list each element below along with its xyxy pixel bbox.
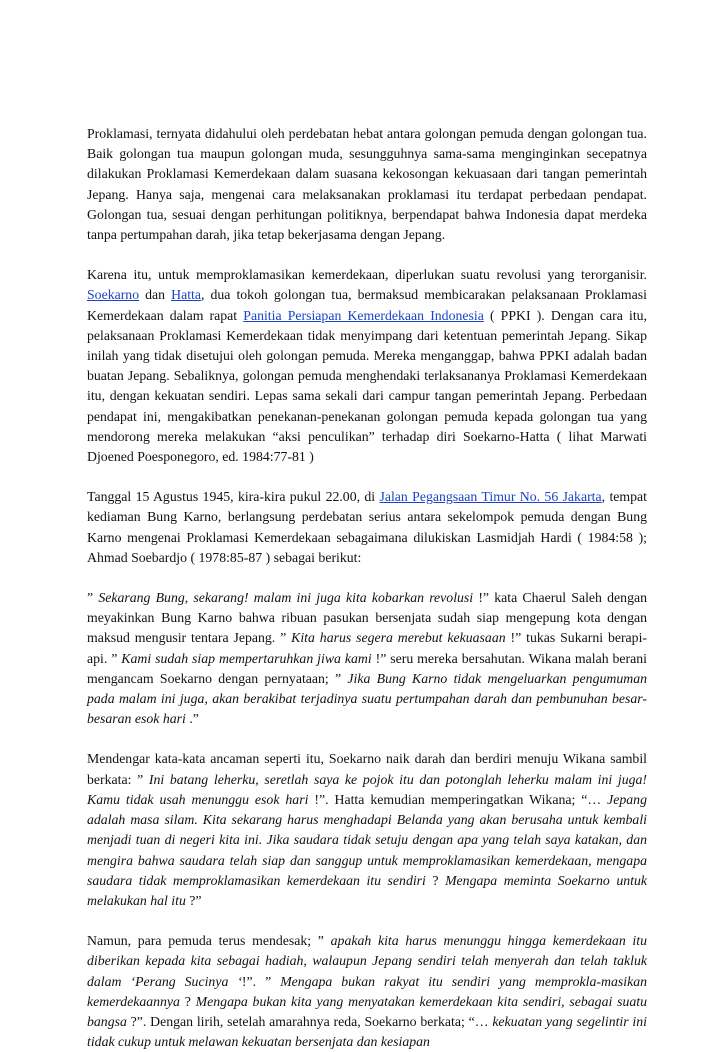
ppki-link[interactable]: Panitia Persiapan Kemerdekaan Indonesia [243, 307, 484, 323]
paragraph-4 [87, 588, 647, 729]
quote-text: Jika Bung Karno tidak mengeluarkan pengumuman pada malam ini juga, akan berakibat terjadinya suatu pertumpahan darah dan pembunuhan besar-besaran esok hari [87, 670, 647, 727]
paragraph-2 [87, 265, 647, 467]
quote-text: Ini batang leherku, seretlah saya ke pojok itu dan potonglah leherku malam ini juga! Kamu tidak usah menunggu esok hari [87, 771, 647, 807]
paragraph-text: !”. Hatta kemudian memperingatkan Wikana; “… [308, 791, 608, 807]
paragraph-text: !” seru mereka bersahutan. Wikana malah berani mengancam Soekarno dengan pernyataan; ” [87, 650, 647, 686]
paragraph-text: ? [179, 993, 196, 1009]
soekarno-link[interactable]: Soekarno [87, 287, 140, 303]
jalan-pegangsaan-link[interactable]: Jalan Pegangsaan Timur No. 56 Jakarta [379, 489, 602, 505]
paragraph-text: !” kata Chaerul Saleh dengan meyakinkan Bung Karno bahwa ribuan pasukan bersenjata sudah siap mengepung kota dengan maksud mengusir tentara Jepang. ” [87, 590, 647, 646]
paragraph-text: Namun, para pemuda terus mendesak; ” [87, 933, 331, 949]
quote-text: Jepang adalah masa silam. Kita sekarang harus menghadapi Belanda yang akan berusaha untuk kembali menjadi tuan di negeri kita ini. Jika saudara tidak setuju dengan apa yang telah saya katakan, dan mengira bahwa saudara telah siap dan sanggup untuk memproklamasikan kemerdekaan, mengapa saudara tidak memproklamasikan kemerdekaan itu sendiri [87, 791, 647, 888]
paragraph-text: , tempat kediaman Bung Karno, berlangsung perdebatan serius antara sekelompok pemuda dengan Bung Karno mengenai Proklamasi Kemerdekaan sebagaimana dilukiskan Lasmidjah Hardi ( 1984:58 ); Ahmad Soebardjo ( 1978:85-87 ) sebagai berikut: [87, 489, 647, 565]
paragraph-text: Karena itu, untuk memproklamasikan kemerdekaan, diperlukan suatu revolusi yang terorganisir. [87, 267, 647, 283]
document-page [87, 124, 647, 1052]
quote-text: kekuatan yang segelintir ini tidak cukup untuk melawan kekuatan bersenjata dan kesiapan [87, 1013, 647, 1050]
paragraph-6 [87, 931, 647, 1052]
paragraph-text: ? [425, 872, 446, 888]
quote-text: Sekarang Bung, sekarang! malam ini juga kita kobarkan revolusi [98, 590, 474, 606]
paragraph-text: ( PPKI ). Dengan cara itu, pelaksanaan Proklamasi Kemerdekaan tidak menyimpang dari ketentuan pemerintah Jepang. Sikap inilah yang tidak disetujui oleh golongan pemuda. Mereka menganggap, bahwa PPKI adalah badan buatan Jepang. Sebaliknya, golongan pemuda menghendaki terlaksananya Proklamasi Kemerdekaan itu, dengan kekuatan sendiri. Lepas sama sekali dari campur tangan pemerintah Jepang. Perbedaan pendapat ini, mengakibatkan penekanan-penekanan golongan pemuda kepada golongan tua yang mendorong mereka melakukan “aksi penculikan” terhadap diri Soekarno-Hatta ( lihat Marwati Djoened Poesponegoro, ed. 1984:77-81 ) [87, 307, 648, 465]
quote-text: Kami sudah siap mempertaruhkan jiwa kami [121, 650, 372, 666]
paragraph-3 [87, 487, 647, 568]
paragraph-text: !” tukas Sukarni berapi-api. ” [87, 630, 648, 666]
quote-text: apakah kita harus menunggu hingga kemerdekaan itu diberikan kepada kita sebagai hadiah, walaupun Jepang sendiri telah menyerah dan telah takluk dalam ‘Perang Sucinya ‘ [87, 933, 647, 989]
paragraph-text: !”. ” [241, 973, 281, 989]
quote-text: Mengapa bukan kita yang menyatakan kemerdekaan kita sendiri, sebagai suatu bangsa [87, 993, 647, 1029]
paragraph-text: .” [185, 711, 199, 727]
paragraph-text: Proklamasi, ternyata didahului oleh perdebatan hebat antara golongan pemuda dengan golongan tua. Baik golongan tua maupun golongan muda, sesungguhnya sama-sama menginginkan secepatnya dilakukan Proklamasi Kemerdekaan dalam suasana kekosongan kekuasaan dari tangan pemerintah Jepang. Hanya saja, mengenai cara melaksanakan proklamasi itu terdapat perbedaan pendapat. Golongan tua, sesuai dengan perhitungan politiknya, berpendapat bahwa Indonesia dapat merdeka tanpa pertumpahan darah, jika tetap bekerjasama dengan Jepang. [87, 126, 647, 243]
paragraph-text: , dua tokoh golongan tua, bermaksud membicarakan pelaksanaan Proklamasi Kemerdekaan dalam rapat [87, 287, 647, 323]
paragraph-text: Tanggal 15 Agustus 1945, kira-kira pukul 22.00, di [87, 489, 380, 505]
paragraph-text: ?”. Dengan lirih, setelah amarahnya reda, Soekarno berkata; “… [126, 1013, 493, 1029]
quote-text: Mengapa bukan rakyat itu sendiri yang memprokla-masikan kemerdekaannya [87, 973, 647, 1009]
hatta-link[interactable]: Hatta [171, 287, 201, 303]
paragraph-text: dan [139, 287, 172, 303]
quote-text: Kita harus segera merebut kekuasaan [291, 630, 506, 646]
quote-text: Mengapa meminta Soekarno untuk melakukan hal itu [87, 872, 648, 908]
paragraph-text: Mendengar kata-kata ancaman seperti itu, Soekarno naik darah dan berdiri menuju Wikana sambil berkata: ” [87, 751, 647, 787]
paragraph-1 [87, 124, 647, 245]
paragraph-text: ?” [185, 892, 202, 908]
paragraph-5 [87, 749, 647, 911]
paragraph-text: ” [87, 590, 99, 606]
